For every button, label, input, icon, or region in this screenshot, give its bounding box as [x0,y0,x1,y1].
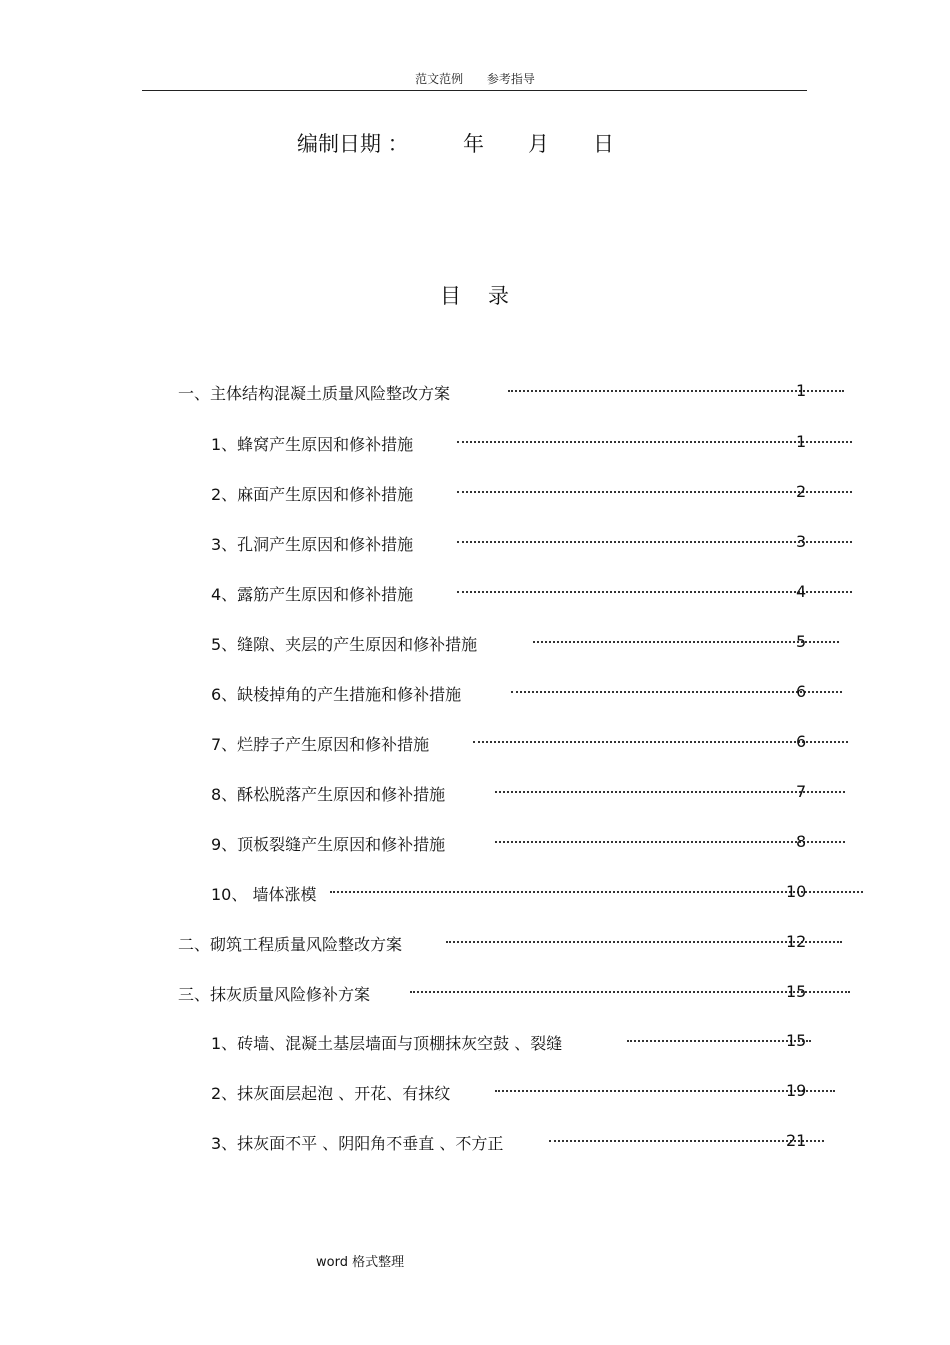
toc-entry-label: 4、露筋产生原因和修补措施 [211,585,414,604]
toc-entry-label: 2、抹灰面层起泡 、开花、有抹纹 [211,1084,451,1103]
toc-dot-leader [495,841,845,843]
toc-entry-page-number: 3 [796,532,807,551]
toc-entry-page-number: 15 [786,1031,807,1050]
toc-entry-page-number: 8 [796,832,807,851]
date-day: 日 [593,132,614,156]
toc-entry[interactable] [0,732,950,756]
toc-dot-leader [410,991,850,993]
page-header [0,70,950,87]
toc-entry-page-number: 19 [786,1081,807,1100]
header-divider [142,90,807,91]
toc-dot-leader [511,691,842,693]
toc-entry-label: 6、缺棱掉角的产生措施和修补措施 [211,685,462,704]
toc-entry[interactable] [0,782,950,806]
toc-entry-page-number: 7 [796,782,807,801]
toc-entry[interactable] [0,381,950,405]
toc-dot-leader [533,641,839,643]
toc-dot-leader [457,541,852,543]
toc-entry-label: 一、主体结构混凝土质量风险整改方案 [178,384,451,403]
toc-entry-page-number: 6 [796,682,807,701]
toc-entry[interactable] [0,832,950,856]
toc-entry-page-number: 21 [786,1131,807,1150]
toc-title-char-1: 目 [440,284,461,308]
toc-entry-label: 10、 墙体涨模 [211,885,317,904]
toc-entry[interactable] [0,482,950,506]
toc-entry[interactable] [0,582,950,606]
toc-entry-page-number: 1 [796,432,807,451]
toc-entry-page-number: 15 [786,982,807,1001]
toc-dot-leader [627,1040,811,1042]
page-footer: word 格式整理 [316,1255,405,1270]
toc-dot-leader [495,1090,835,1092]
toc-entry[interactable] [0,1131,950,1155]
toc-entry[interactable] [0,432,950,456]
date-label: 编制日期 ： [297,132,409,156]
toc-entry-page-number: 12 [786,932,807,951]
toc-entry-label: 2、麻面产生原因和修补措施 [211,485,414,504]
toc-entry[interactable] [0,982,950,1006]
toc-entry[interactable] [0,682,950,706]
header-left-text: 范文范例 [415,72,464,86]
toc-entry-page-number: 2 [796,482,807,501]
toc-entry-page-number: 10 [786,882,807,901]
toc-entry-label: 5、缝隙、夹层的产生原因和修补措施 [211,635,478,654]
toc-entry-label: 1、砖墙、混凝土基层墙面与顶棚抹灰空鼓 、裂缝 [211,1034,563,1053]
toc-entry-label: 8、酥松脱落产生原因和修补措施 [211,785,446,804]
header-right-text: 参考指导 [486,72,535,86]
toc-entry-label: 1、蜂窝产生原因和修补措施 [211,435,414,454]
toc-entry-label: 三、抹灰质量风险修补方案 [178,985,371,1004]
toc-dot-leader [508,390,844,392]
toc-dot-leader [495,791,845,793]
toc-entry-label: 二、砌筑工程质量风险整改方案 [178,935,403,954]
toc-title-char-2: 录 [488,284,509,308]
toc-dot-leader [330,891,863,893]
toc-entry-page-number: 1 [796,381,807,400]
toc-entry-page-number: 6 [796,732,807,751]
toc-dot-leader [457,491,852,493]
toc-dot-leader [457,591,852,593]
toc-entry-label: 9、顶板裂缝产生原因和修补措施 [211,835,446,854]
toc-dot-leader [473,741,848,743]
date-year: 年 [463,132,484,156]
toc-entry[interactable] [0,532,950,556]
toc-entry-page-number: 4 [796,582,807,601]
toc-dot-leader [549,1140,824,1142]
toc-dot-leader [457,441,852,443]
toc-dot-leader [446,941,842,943]
toc-entry[interactable] [0,932,950,956]
toc-entry[interactable] [0,1081,950,1105]
date-month: 月 [528,132,549,156]
toc-entry-label: 3、孔洞产生原因和修补措施 [211,535,414,554]
toc-entry-label: 7、烂脖子产生原因和修补措施 [211,735,430,754]
toc-entry[interactable] [0,882,950,906]
toc-entry-label: 3、抹灰面不平 、阴阳角不垂直 、不方正 [211,1134,504,1153]
toc-entry-page-number: 5 [796,632,807,651]
toc-entry[interactable] [0,632,950,656]
toc-entry[interactable] [0,1031,950,1055]
